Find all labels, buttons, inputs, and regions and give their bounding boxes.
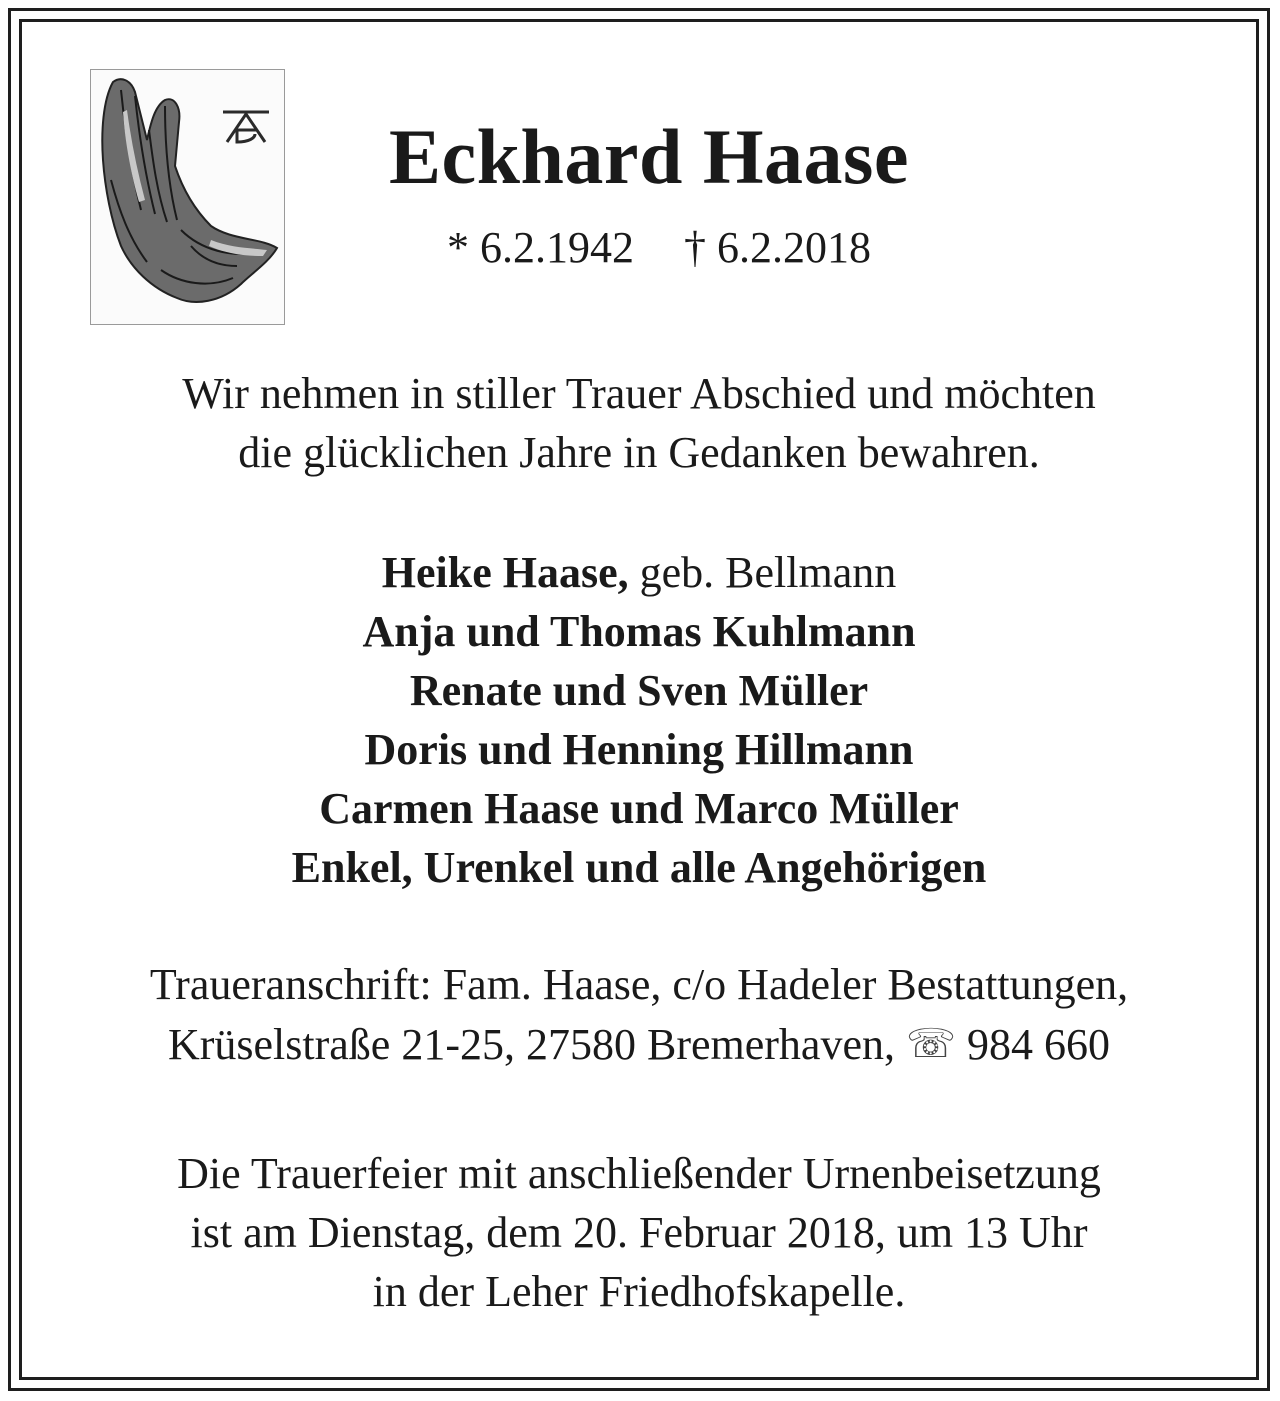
mourner-line — [22, 543, 1256, 602]
ceremony-info — [22, 1144, 1256, 1321]
mourner-line: Renate und Sven Müller — [409, 666, 869, 715]
address-line — [22, 1014, 1256, 1074]
mourner-name: Heike Haase, — [381, 548, 629, 597]
mourning-address — [22, 955, 1256, 1074]
mourner-line: Doris und Henning Hillmann — [364, 725, 914, 774]
phone-icon: ☏ — [905, 1021, 957, 1066]
deceased-name: Eckhard Haase — [388, 113, 910, 200]
maiden-name: geb. Bellmann — [639, 548, 897, 597]
phone-number: 984 660 — [967, 1020, 1111, 1069]
inner-border — [19, 19, 1259, 1380]
ceremony-line: in der Leher Friedhofskapelle. — [372, 1267, 906, 1316]
ceremony-line: Die Trauerfeier mit anschließender Urnenbeisetzung — [177, 1149, 1101, 1198]
address-line: Traueranschrift: Fam. Haase, c/o Hadeler Bestattungen, — [149, 960, 1129, 1009]
mourner-line: Carmen Haase und Marco Müller — [319, 784, 959, 833]
intro-line: die glücklichen Jahre in Gedanken bewahren. — [238, 428, 1040, 477]
mourners-list — [22, 543, 1256, 897]
life-dates — [22, 220, 1256, 276]
ceremony-line: ist am Dienstag, dem 20. Februar 2018, um 13 Uhr — [190, 1208, 1088, 1257]
intro-text — [22, 364, 1256, 482]
birth-date: * 6.2.1942 — [447, 223, 634, 272]
mourner-line: Enkel, Urenkel und alle Angehörigen — [291, 843, 987, 892]
intro-line: Wir nehmen in stiller Trauer Abschied und möchten — [182, 369, 1096, 418]
death-date: † 6.2.2018 — [684, 223, 871, 272]
mourner-line: Anja und Thomas Kuhlmann — [362, 607, 916, 656]
outer-border — [8, 8, 1270, 1391]
street-city: Krüselstraße 21-25, 27580 Bremerhaven, — [167, 1020, 895, 1069]
